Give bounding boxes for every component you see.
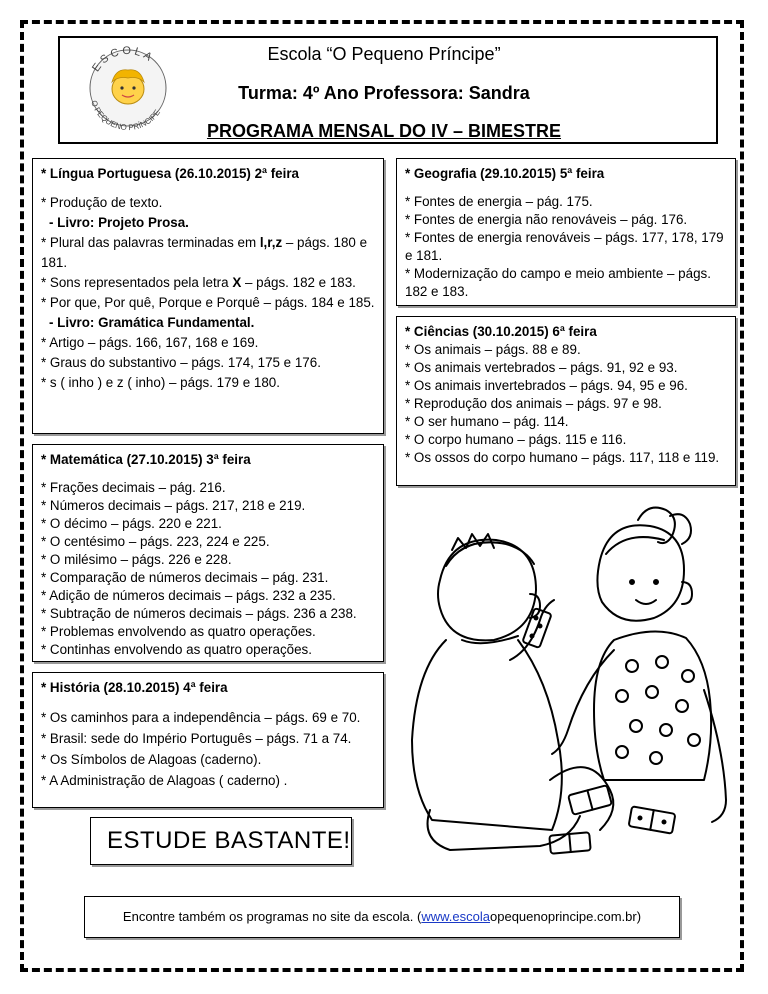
math-item: * Frações decimais – pág. 216. <box>41 480 226 495</box>
science-item: * O ser humano – pág. 114. <box>405 414 569 429</box>
portuguese-book: - Livro: Gramática Fundamental. <box>49 315 255 330</box>
history-item: * Brasil: sede do Império Português – págs. 71 a 74. <box>41 731 352 746</box>
study-message: ESTUDE BASTANTE! <box>90 817 352 865</box>
children-dominoes-illustration <box>400 490 730 870</box>
portuguese-line: * s ( inho ) e z ( inho) – págs. 179 e 180. <box>41 375 280 390</box>
portuguese-line: * Sons representados pela letra X – págs. 182 e 183. <box>41 275 356 290</box>
class-teacher: Turma: 4º Ano Professora: Sandra <box>238 83 530 103</box>
geography-item: * Fontes de energia – pág. 175. <box>405 194 593 209</box>
history-title: * História (28.10.2015) 4ª feira <box>41 680 228 695</box>
history-box <box>32 672 384 808</box>
math-item: * O centésimo – págs. 223, 224 e 225. <box>41 534 270 549</box>
geography-item: * Fontes de energia renováveis – págs. 177, 178, 179 e 181. <box>405 230 724 263</box>
school-name: Escola “O Pequeno Príncipe” <box>267 44 501 64</box>
geography-title: * Geografia (29.10.2015) 5ª feira <box>405 166 605 181</box>
science-item: * Os animais vertebrados – págs. 91, 92 e 93. <box>405 360 678 375</box>
program-title: PROGRAMA MENSAL DO IV – BIMESTRE <box>206 121 562 141</box>
portuguese-line: * Produção de texto. <box>41 195 163 210</box>
science-item: * O corpo humano – págs. 115 e 116. <box>405 432 627 447</box>
science-item: * Reprodução dos animais – págs. 97 e 98. <box>405 396 662 411</box>
history-item: * A Administração de Alagoas ( caderno) . <box>41 773 288 788</box>
portuguese-line: * Por que, Por quê, Porque e Porquê – págs. 184 e 185. <box>41 295 375 310</box>
portuguese-line: * Graus do substantivo – págs. 174, 175 e 176. <box>41 355 321 370</box>
portuguese-title: * Língua Portuguesa (26.10.2015) 2ª feira <box>41 166 299 181</box>
history-item: * Os caminhos para a independência – págs. 69 e 70. <box>41 710 361 725</box>
footer-link-rest: opequenoprincipe.com.br <box>490 909 637 924</box>
logo-text-bottom: O PEQUENO PRÍNCIPE <box>89 99 163 132</box>
logo-text-top: ESCOLA <box>90 44 157 75</box>
math-item: * O milésimo – págs. 226 e 228. <box>41 552 232 567</box>
math-item: * Problemas envolvendo as quatro operações. <box>41 624 316 639</box>
school-website-link[interactable]: www.escola <box>421 909 490 924</box>
portuguese-line: * Artigo – págs. 166, 167, 168 e 169. <box>41 335 259 350</box>
science-item: * Os animais – págs. 88 e 89. <box>405 342 581 357</box>
math-item: * Subtração de números decimais – págs. 236 a 238. <box>41 606 357 621</box>
history-item: * Os Símbolos de Alagoas (caderno). <box>41 752 262 767</box>
portuguese-line: * Plural das palavras terminadas em l,r,z – págs. 180 e 181. <box>41 235 368 270</box>
math-item: * Comparação de números decimais – pág. 231. <box>41 570 329 585</box>
geography-item: * Modernização do campo e meio ambiente – págs. 182 e 183. <box>405 266 711 299</box>
math-title: * Matemática (27.10.2015) 3ª feira <box>41 452 251 467</box>
science-item: * Os animais invertebrados – págs. 94, 95 e 96. <box>405 378 688 393</box>
portuguese-book: - Livro: Projeto Prosa. <box>49 215 189 230</box>
footer-text: Encontre também os programas no site da escola. ( <box>122 909 422 924</box>
portuguese-box <box>32 158 384 434</box>
geography-item: * Fontes de energia não renováveis – pág. 176. <box>405 212 688 227</box>
math-item: * Continhas envolvendo as quatro operações. <box>41 642 312 657</box>
math-item: * Adição de números decimais – págs. 232 a 235. <box>41 588 336 603</box>
geography-box <box>396 158 736 306</box>
math-item: * O décimo – págs. 220 e 221. <box>41 516 222 531</box>
math-box <box>32 444 384 662</box>
math-item: * Números decimais – págs. 217, 218 e 219. <box>41 498 306 513</box>
footer-box: Encontre também os programas no site da escola. (www.escolaopequenoprincipe.com.br) <box>84 896 680 938</box>
science-title: * Ciências (30.10.2015) 6ª feira <box>405 324 597 339</box>
science-item: * Os ossos do corpo humano – págs. 117, 118 e 119. <box>405 450 720 465</box>
science-box <box>396 316 736 486</box>
